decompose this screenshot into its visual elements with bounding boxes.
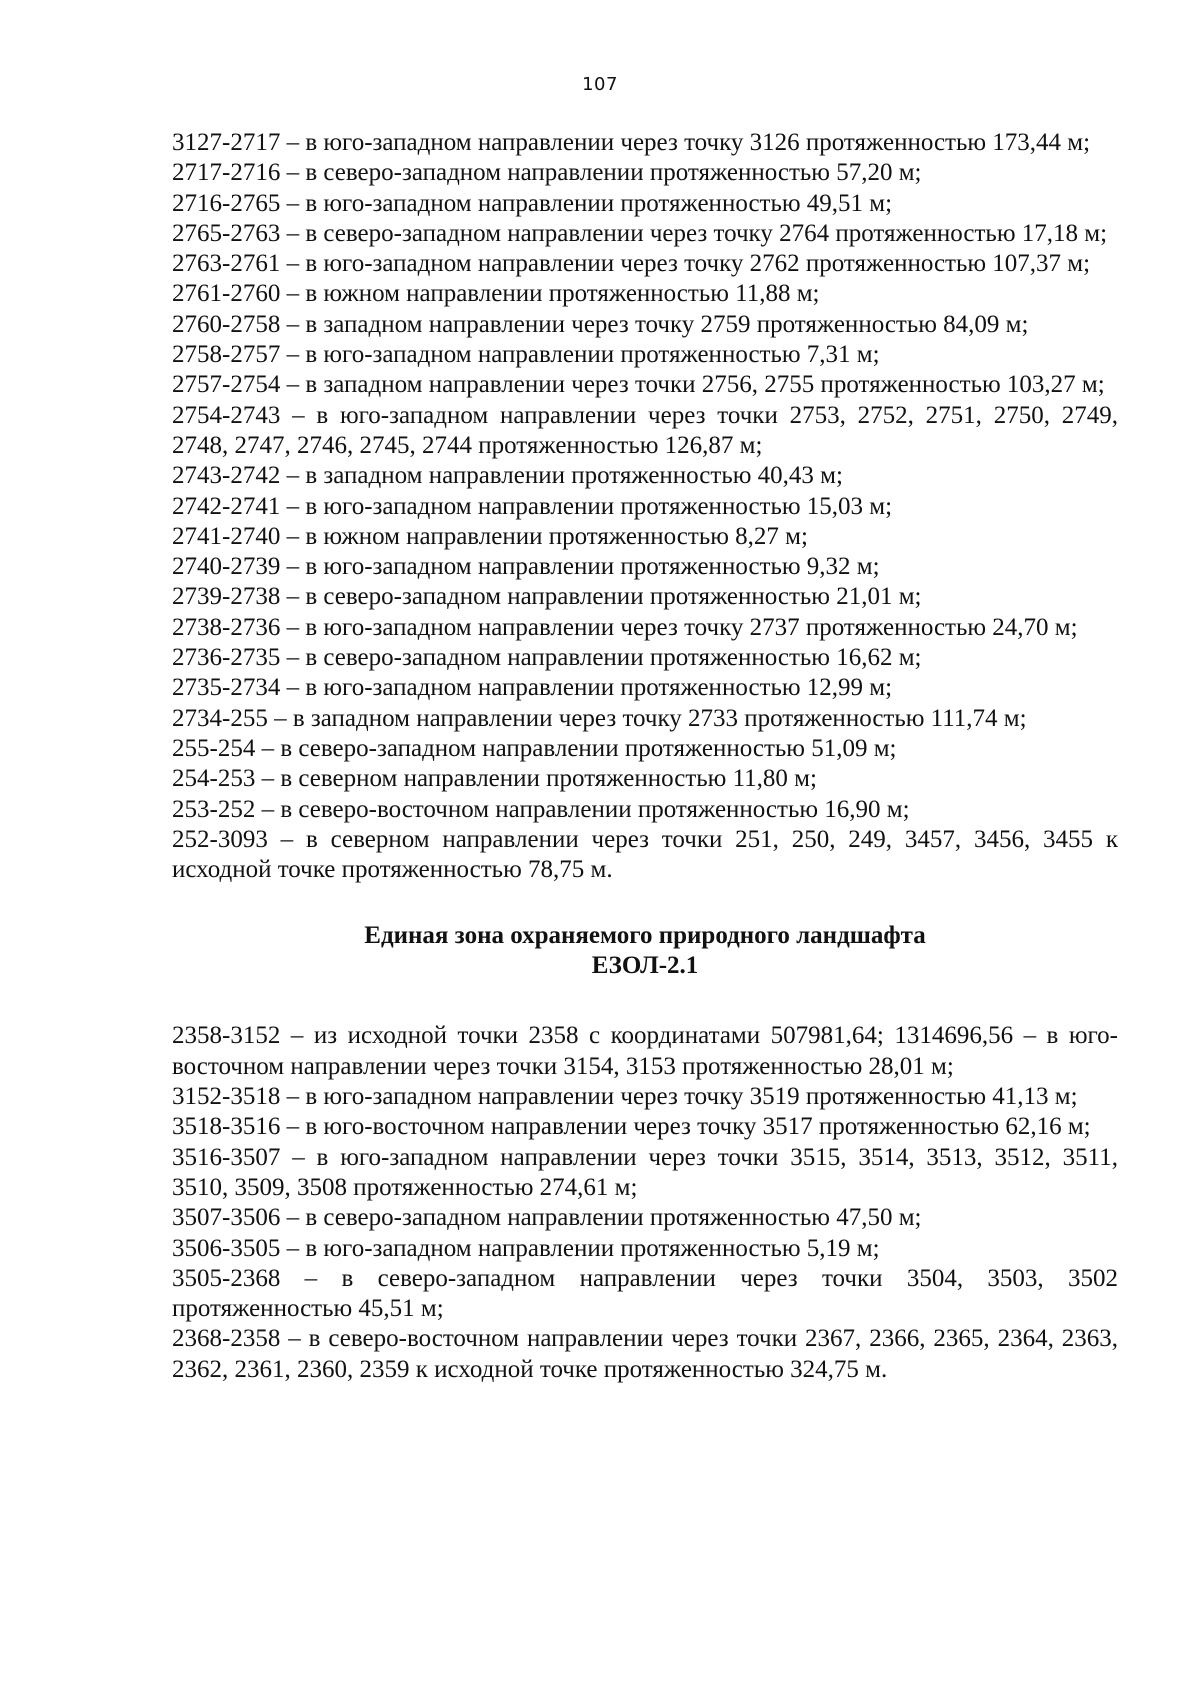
boundary-segment: 2736-2735 – в северо-западном направлении протяженностью 16,62 м; [172,644,922,672]
boundary-segment: 2754-2743 – в юго-западном направлении через точки 2753, 2752, 2751, 2750, 2749, 2748, 2747, 2746, 2745, 2744 протяженностью 126,87 м; [172,401,1118,459]
boundary-segment: 2757-2754 – в западном направлении через точки 2756, 2755 протяженностью 103,27 м; [172,371,1105,399]
boundary-segment: 2765-2763 – в северо-западном направлении через точку 2764 протяженностью 17,18 м; [172,219,1108,247]
boundary-segment: 2734-255 – в западном направлении через точку 2733 протяженностью 111,74 м; [172,704,1027,732]
boundary-description-section-2 [172,1021,1118,1385]
boundary-segment: 3518-3516 – в юго-восточном направлении через точку 3517 протяженностью 62,16 м; [172,1113,1091,1141]
boundary-segment: 3152-3518 – в юго-западном направлении через точку 3519 протяженностью 41,13 м; [172,1083,1078,1111]
boundary-segment: 252-3093 – в северном направлении через точки 251, 250, 249, 3457, 3456, 3455 к исходной точке протяженностью 78,75 м. [172,825,1118,884]
boundary-segment: 2739-2738 – в северо-западном направлении протяженностью 21,01 м; [172,583,922,611]
boundary-segment: 2743-2742 – в западном направлении протяженностью 40,43 м; [172,462,843,490]
boundary-segment: 3505-2368 – в северо-западном направлении через точки 3504, 3503, 3502 протяженностью 45,51 м; [172,1264,1118,1323]
section-heading-title: Единая зона охраняемого природного ландшафта [364,922,926,950]
boundary-segment: 2761-2760 – в южном направлении протяженностью 11,88 м; [172,280,820,308]
document-body [172,128,1118,1385]
page-number: 107 [582,74,618,95]
section-heading [172,921,1118,981]
boundary-segment: 2742-2741 – в юго-западном направлении протяженностью 15,03 м; [172,492,893,520]
boundary-segment: 2740-2739 – в юго-западном направлении протяженностью 9,32 м; [172,553,880,581]
boundary-segment: 2738-2736 – в юго-западном направлении через точку 2737 протяженностью 24,70 м; [172,613,1078,641]
boundary-description-section-1 [172,128,1118,885]
boundary-segment: 2368-2358 – в северо-восточном направлении через точки 2367, 2366, 2365, 2364, 2363, 2362, 2361, 2360, 2359 к исходной точке протяженностью 324,75 м. [172,1325,1118,1383]
boundary-segment: 2741-2740 – в южном направлении протяженностью 8,27 м; [172,522,808,550]
boundary-segment: 3127-2717 – в юго-западном направлении через точку 3126 протяженностью 173,44 м; [172,129,1091,156]
boundary-segment: 3506-3505 – в юго-западном направлении протяженностью 5,19 м; [172,1234,880,1262]
boundary-segment: 2763-2761 – в юго-западном направлении через точку 2762 протяженностью 107,37 м; [172,250,1091,278]
boundary-segment: 3507-3506 – в северо-западном направлении протяженностью 47,50 м; [172,1204,922,1232]
section-heading-code: ЕЗОЛ-2.1 [591,952,699,980]
boundary-segment: 2735-2734 – в юго-западном направлении протяженностью 12,99 м; [172,674,893,702]
boundary-segment: 253-252 – в северо-восточном направлении протяженностью 16,90 м; [172,795,910,823]
boundary-segment: 2358-3152 – из исходной точки 2358 с координатами 507981,64; 1314696,56 – в юго-восточном направлении через точки 3154, 3153 протяженностью 28,01 м; [172,1022,1118,1080]
boundary-segment: 3516-3507 – в юго-западном направлении через точки 3515, 3514, 3513, 3512, 3511, 3510, 3509, 3508 протяженностью 274,61 м; [172,1143,1118,1201]
boundary-segment: 2716-2765 – в юго-западном направлении протяженностью 49,51 м; [172,189,893,217]
boundary-segment: 2760-2758 – в западном направлении через точку 2759 протяженностью 84,09 м; [172,310,1029,338]
boundary-segment: 254-253 – в северном направлении протяженностью 11,80 м; [172,765,817,793]
boundary-segment: 255-254 – в северо-западном направлении протяженностью 51,09 м; [172,734,897,762]
boundary-segment: 2717-2716 – в северо-западном направлении протяженностью 57,20 м; [172,159,922,187]
boundary-segment: 2758-2757 – в юго-западном направлении протяженностью 7,31 м; [172,341,880,369]
